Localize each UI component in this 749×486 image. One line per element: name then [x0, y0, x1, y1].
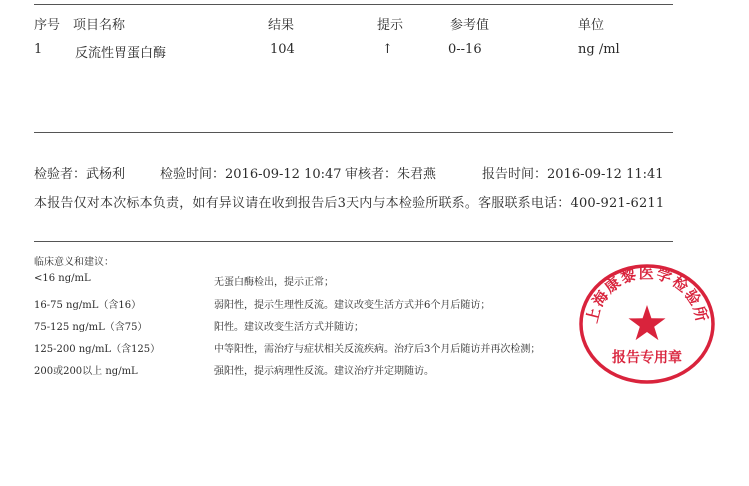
header-index: 序号 — [34, 18, 61, 33]
header-unit: 单位 — [578, 18, 605, 33]
header-flag: 提示 — [377, 18, 404, 33]
clinical-desc: 无蛋白酶检出，提示正常； — [214, 277, 334, 288]
inspector: 检验者：武杨利 — [34, 167, 126, 182]
inspect-time: 检验时间：2016-09-12 10:47 — [160, 167, 342, 182]
row-index: 1 — [34, 42, 43, 57]
clinical-desc: 弱阳性，提示生理性反流。建议改变生活方式并6个月后随访； — [214, 300, 491, 311]
clinical-range: 75-125 ng/mL（含75） — [34, 322, 148, 333]
top-rule — [34, 4, 673, 5]
reviewer: 审核者：朱君燕 — [345, 167, 437, 182]
clinical-desc: 阳性。建议改变生活方式并随访； — [214, 322, 364, 333]
clinical-range: 125-200 ng/mL（含125） — [34, 344, 161, 355]
row-unit: ng /ml — [578, 42, 620, 57]
seal-bottom-text: 报告专用章 — [612, 350, 682, 366]
row-flag-up-arrow: ↑ — [382, 42, 393, 57]
report-seal-stamp — [575, 262, 719, 386]
clinical-desc: 中等阳性，需治疗与症状相关反流疾病。治疗后3个月后随访并再次检测； — [214, 344, 541, 355]
clinical-top-rule — [34, 241, 673, 242]
clinical-range: <16 ng/mL — [34, 273, 91, 284]
table-bottom-rule — [34, 132, 673, 133]
header-result: 结果 — [268, 18, 295, 33]
clinical-range: 16-75 ng/mL（含16） — [34, 300, 142, 311]
header-reference: 参考值 — [450, 18, 490, 33]
disclaimer-notice: 本报告仅对本次标本负责，如有异议请在收到报告后3天内与本检验所联系。客服联系电话：400-921-6211 — [34, 196, 665, 211]
report-time: 报告时间：2016-09-12 11:41 — [482, 167, 664, 182]
clinical-desc: 强阳性，提示病理性反流。建议治疗并定期随访。 — [214, 366, 434, 377]
clinical-range: 200或200以上 ng/mL — [34, 366, 138, 377]
row-result: 104 — [270, 42, 295, 57]
header-item-name: 项目名称 — [73, 18, 126, 33]
row-reference: 0--16 — [448, 42, 482, 57]
seal-top-text: 上海康黎医学检验所 — [582, 264, 712, 325]
row-item-name: 反流性胃蛋白酶 — [75, 46, 167, 61]
star-icon — [629, 305, 666, 340]
clinical-title: 临床意义和建议： — [34, 257, 114, 268]
